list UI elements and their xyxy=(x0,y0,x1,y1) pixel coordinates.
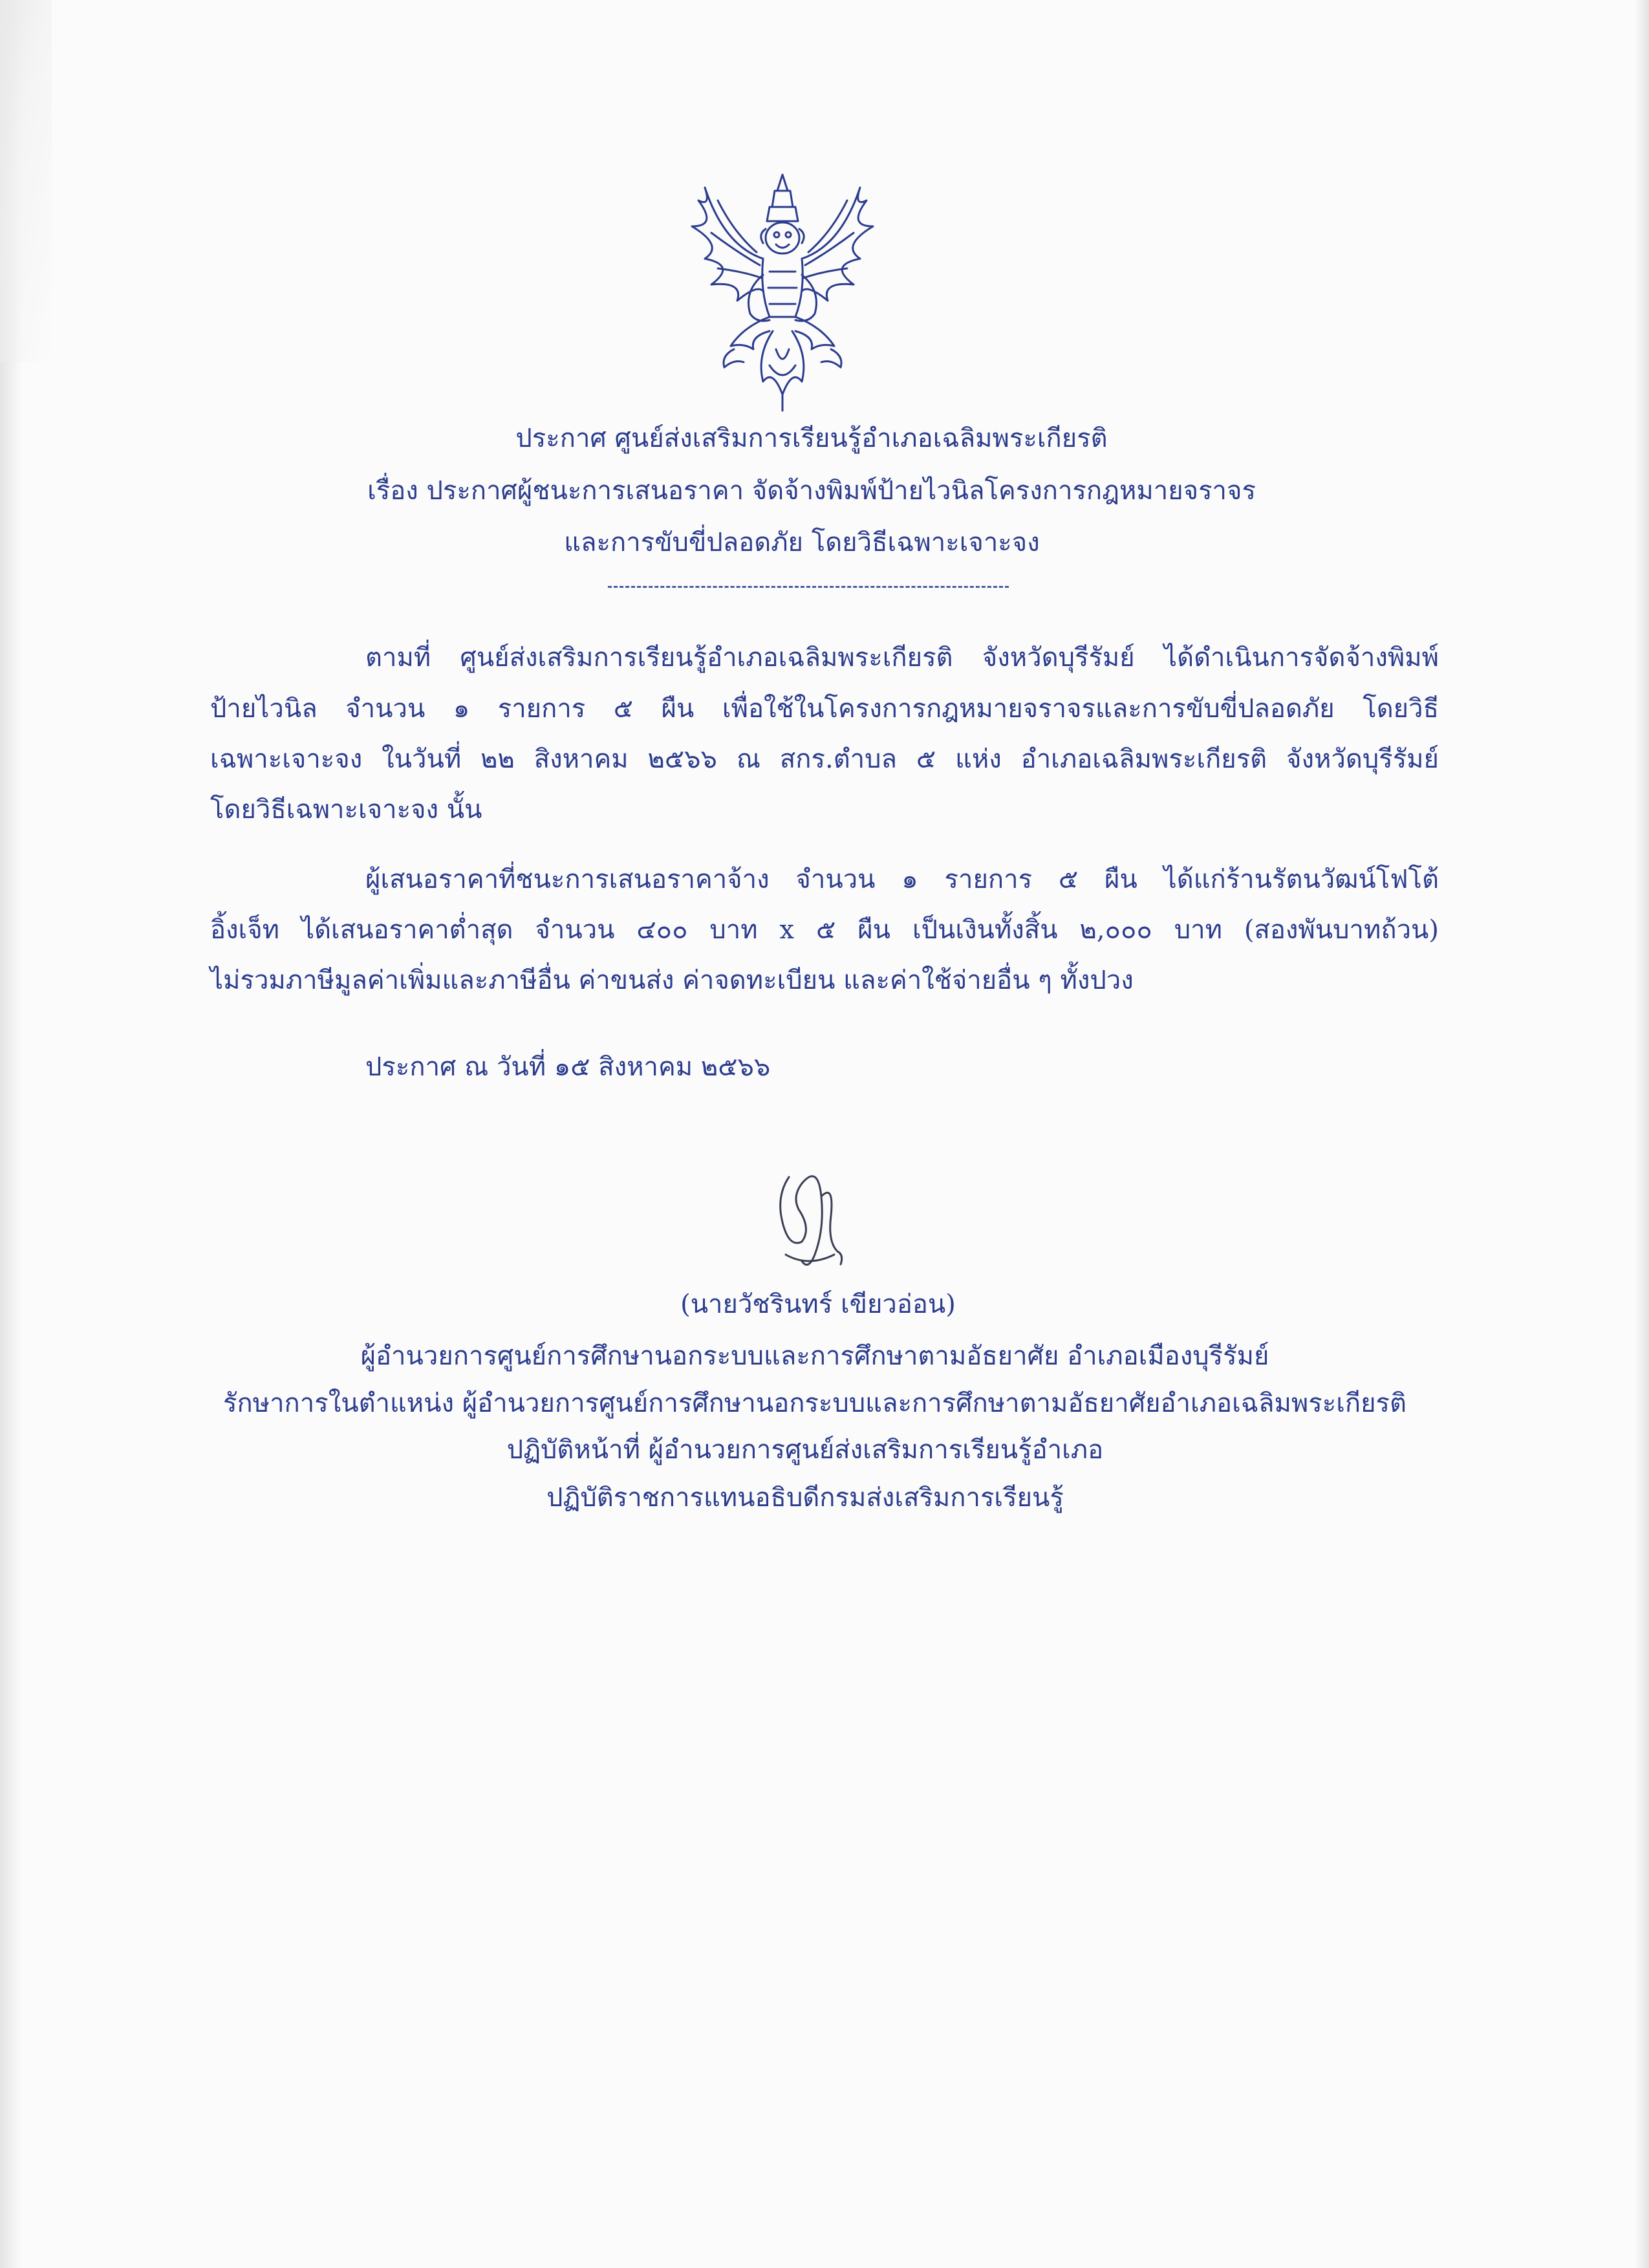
signatory-title-1: ผู้อำนวยการศูนย์การศึกษานอกระบบและการศึกษาตามอัธยาศัย อำเภอเมืองบุรีรัมย์ xyxy=(360,1341,1269,1371)
announcement-date: ประกาศ ณ วันที่ ๑๕ สิงหาคม ๒๕๖๖ xyxy=(365,1052,771,1082)
para2-line1: ผู้เสนอราคาที่ชนะการเสนอราคาจ้าง จำนวน ๑ รายการ ๕ ผืน ได้แก่ร้านรัตนวัฒน์โฟโต้ xyxy=(365,865,1439,894)
signatory-title-4: ปฏิบัติราชการแทนอธิบดีกรมส่งเสริมการเรียนรู้ xyxy=(546,1483,1064,1513)
signatory-title-3: ปฏิบัติหน้าที่ ผู้อำนวยการศูนย์ส่งเสริมการเรียนรู้อำเภอ xyxy=(506,1435,1104,1465)
page-edge-shadow-right xyxy=(1635,0,1649,2268)
para1-line1: ตามที่ ศูนย์ส่งเสริมการเรียนรู้อำเภอเฉลิมพระเกียรติ จังหวัดบุรีรัมย์ ได้ดำเนินการจัดจ้างพิมพ์ xyxy=(365,643,1439,673)
para2-line2: อิ้งเจ็ท ได้เสนอราคาต่ำสุด จำนวน ๔๐๐ บาท x ๕ ผืน เป็นเงินทั้งสิ้น ๒,๐๐๐ บาท (สองพันบาทถ้วน) xyxy=(210,915,1439,945)
announcement-subject-continued: และการขับขี่ปลอดภัย โดยวิธีเฉพาะเจาะจง xyxy=(564,528,1040,557)
signatory-name: (นายวัชรินทร์ เขียวอ่อน) xyxy=(680,1290,956,1319)
signatory-title-2: รักษาการในตำแหน่ง ผู้อำนวยการศูนย์การศึกษานอกระบบและการศึกษาตามอัธยาศัยอำเภอเฉลิมพระเกียรติ xyxy=(223,1388,1406,1418)
handwritten-signature xyxy=(763,1158,854,1280)
folded-corner xyxy=(0,0,52,362)
para1-line3: เฉพาะเจาะจง ในวันที่ ๒๒ สิงหาคม ๒๕๖๖ ณ สกร.ตำบล ๕ แห่ง อำเภอเฉลิมพระเกียรติ จังหวัดบุรีรัมย์ xyxy=(210,744,1439,774)
garuda-emblem-icon xyxy=(673,162,892,420)
para2-line3: ไม่รวมภาษีมูลค่าเพิ่มและภาษีอื่น ค่าขนส่ง ค่าจดทะเบียน และค่าใช้จ่ายอื่น ๆ ทั้งปวง xyxy=(210,966,1134,995)
header-divider xyxy=(608,586,1009,588)
para1-line2: ป้ายไวนิล จำนวน ๑ รายการ ๕ ผืน เพื่อใช้ในโครงการกฎหมายจราจรและการขับขี่ปลอดภัย โดยวิธี xyxy=(210,694,1439,724)
para1-line4: โดยวิธีเฉพาะเจาะจง นั้น xyxy=(210,795,482,825)
announcement-subject: เรื่อง ประกาศผู้ชนะการเสนอราคา จัดจ้างพิมพ์ป้ายไวนิลโครงการกฎหมายจราจร xyxy=(367,476,1256,506)
announcement-heading: ประกาศ ศูนย์ส่งเสริมการเรียนรู้อำเภอเฉลิมพระเกียรติ xyxy=(515,424,1108,453)
